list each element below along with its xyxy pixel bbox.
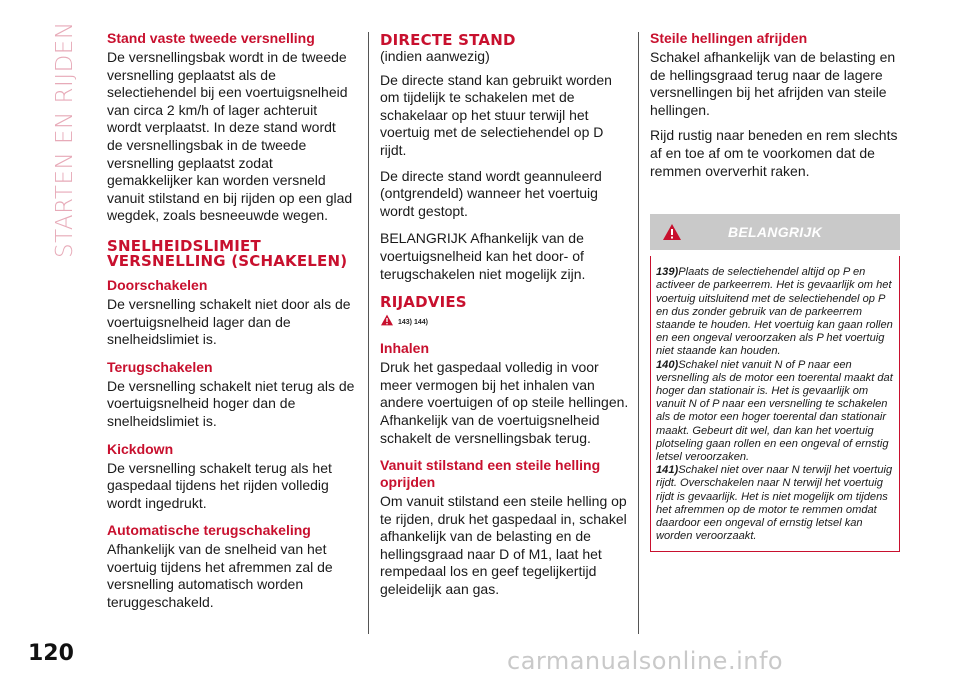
warning-number: 139) — [656, 266, 679, 279]
reference-numbers: 143) 144) — [398, 319, 428, 327]
heading-rijadvies: RIJADVIES — [380, 293, 467, 312]
column-2 — [380, 30, 630, 607]
warning-text: Schakel niet over naar N terwijl het voertuig rijdt. Overschakelen naar N terwijl het voertuig rijdt is gevaarlijk. Het is niet mogelijk om tijdens het afremmen op de motor te remmen omdat daardoor een ongeval of ernstig letsel kan worden veroorzaakt. — [656, 464, 893, 543]
warning-item-141 — [656, 464, 893, 543]
paragraph-indien-aanwezig: (indien aanwezig) — [380, 48, 490, 64]
paragraph-kickdown: De versnelling schakelt terug als het gaspedaal tijdens het rijden volledig wordt ingedrukt. — [107, 459, 332, 511]
heading-doorschakelen: Doorschakelen — [107, 276, 208, 293]
warning-header — [650, 214, 900, 250]
column-1 — [107, 30, 355, 620]
heading-kickdown: Kickdown — [107, 440, 174, 457]
warning-text: Plaats de selectiehendel altijd op P en activeer de parkeerrem. Het is gevaarlijk om het voertuig uitsluitend met de selectiehendel op P en dus zonder gebruik van de parkeerrem staande te houden. Het voertuig kan gaan rollen en een ongeval veroorzaken als P het voertuig niet staande kan houden. — [656, 266, 893, 358]
warning-item-139 — [656, 266, 893, 358]
paragraph-automatische-terugschakeling: Afhankelijk van de snelheid van het voertuig tijdens het afremmen zal de versnelling automatisch worden teruggeschakeld. — [107, 541, 333, 611]
paragraph-terugschakelen: De versnelling schakelt niet terug als de voertuigsnelheid hoger dan de snelheidslimiet is. — [107, 377, 355, 429]
heading-directe-stand: DIRECTE STAND — [380, 31, 516, 49]
warning-triangle-icon — [380, 314, 394, 326]
paragraph-steile-hellingen-2: Rijd rustig naar beneden en rem slechts af en toe af om te voorkomen dat de remmen oververhit raken. — [650, 127, 898, 179]
paragraph-vanuit-stilstand: Om vanuit stilstand een steile helling op te rijden, druk het gaspedaal in, schakel afhankelijk van de belasting en de hellingsgraad naar D of M1, laat het rempedaal los en geef tegelijkertijd geleidelijk aan gas. — [380, 493, 627, 598]
warning-references — [380, 314, 630, 326]
heading-snelheidslimiet: SNELHEIDSLIMIET VERSNELLING (SCHAKELEN) — [107, 236, 348, 270]
paragraph-belangrijk-note: BELANGRIJK Afhankelijk van de voertuigsnelheid kan het door- of terugschakelen niet mogelijk zijn. — [380, 230, 586, 282]
paragraph-directe-stand-1: De directe stand kan gebruikt worden om tijdelijk te schakelen met de schakelaar op het stuur terwijl het voertuig met de selectiehendel op D rijdt. — [380, 71, 612, 158]
column-3 — [650, 30, 900, 552]
column-divider — [368, 32, 369, 634]
page-number: 120 — [28, 641, 74, 666]
heading-inhalen: Inhalen — [380, 340, 430, 357]
section-side-title: STARTEN EN RIJDEN — [52, 21, 78, 258]
warning-triangle-icon — [662, 223, 682, 241]
paragraph-inhalen: Druk het gaspedaal volledig in voor meer vermogen bij het inhalen van andere voertuigen of op steile hellingen. Afhankelijk van de voertuigsnelheid schakelt de versnellingsbak terug. — [380, 359, 629, 446]
warning-number: 140) — [656, 358, 679, 371]
heading-automatische-terugschakeling: Automatische terugschakeling — [107, 522, 311, 539]
paragraph-steile-hellingen-1: Schakel afhankelijk van de belasting en de hellingsgraad terug naar de lagere versnellingen bij het afrijden van steile hellingen. — [650, 49, 896, 118]
warning-text: Schakel niet vanuit N of P naar een versnelling als de motor een toerental maakt dat hoger dan stationair is. Het is gevaarlijk om vanuit N of P naar een versnelling te schakelen als de motor een hoger toerental dan stationair maakt. Gebeurt dit wel, dan kan het voertuig plotseling gaan rollen en een ongeval of ernstig letsel veroorzaken. — [656, 358, 893, 463]
heading-terugschakelen: Terugschakelen — [107, 358, 213, 375]
paragraph-doorschakelen: De versnelling schakelt niet door als de voertuigsnelheid lager dan de snelheidslimiet is. — [107, 295, 351, 348]
watermark: carmanualsonline.info — [507, 647, 784, 675]
paragraph-stand-vaste-tweede: De versnellingsbak wordt in de tweede versnelling geplaatst als de selectiehendel bij een voertuigsnelheid van circa 2 km/h of lager achteruit wordt verplaatst. In deze stand wordt de versnellingsbak in de tweede versnelling geplaatst zodat gemakkelijker kan worden versneld vanuit stilstand en bij rijden op een glad wegdek, zoals besneeuwde wegen. — [107, 49, 353, 224]
heading-vanuit-stilstand: Vanuit stilstand een steile helling oprijden — [380, 457, 601, 491]
heading-stand-vaste-tweede: Stand vaste tweede versnelling — [107, 30, 315, 46]
warning-title: BELANGRIJK — [727, 224, 822, 241]
warning-box — [650, 214, 900, 552]
warning-body — [650, 256, 900, 552]
warning-number: 141) — [656, 464, 679, 477]
paragraph-directe-stand-2: De directe stand wordt geannuleerd (ontgrendeld) wanneer het voertuig wordt gestopt. — [380, 167, 602, 219]
warning-item-140 — [656, 359, 893, 465]
column-divider — [638, 32, 639, 634]
heading-steile-hellingen: Steile hellingen afrijden — [650, 30, 808, 46]
